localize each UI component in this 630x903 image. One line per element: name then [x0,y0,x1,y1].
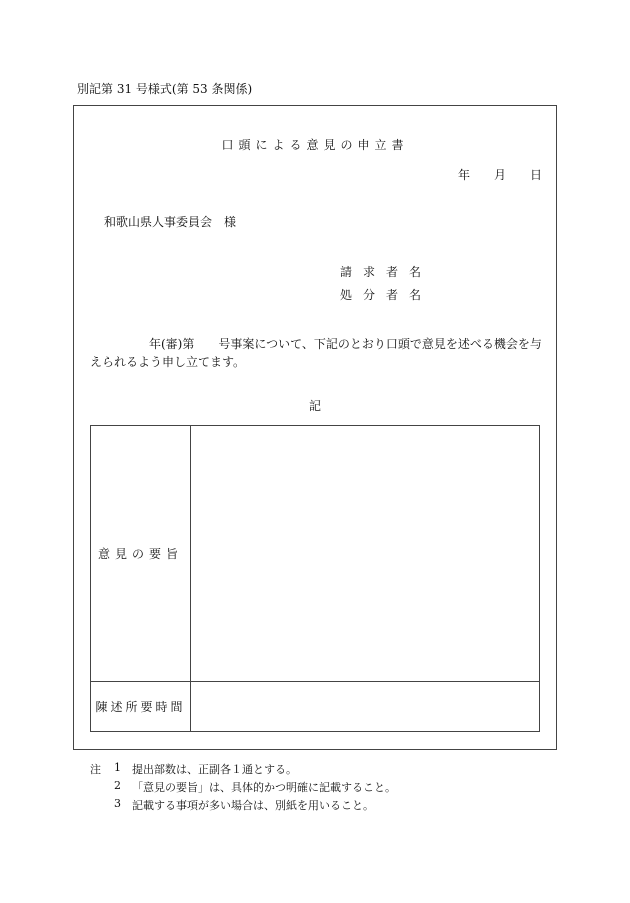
ki-heading: 記 [308,399,321,413]
body-text-line-2: えられるよう申し立てます。 [90,355,246,369]
document-title: 口頭による意見の申立書 [221,138,409,152]
addressee: 和歌山県人事委員会 様 [104,215,237,229]
opinion-summary-field[interactable] [191,426,540,682]
body-text-line-1: 年(審)第 号事案について、下記のとおり口頭で意見を述べる機会を与 [149,337,542,351]
required-time-label: 陳述所要時間 [91,682,191,732]
agent-name-label: 処分者名 [340,288,433,302]
opinion-row [91,426,540,682]
note-2-number: 2 [114,779,121,792]
date-year-label: 年 [458,168,471,182]
note-1-number: 1 [114,761,121,774]
notes-prefix: 注 [90,763,101,776]
date-day-label: 日 [530,168,543,182]
note-2-text: 「意見の要旨」は、具体的かつ明確に記載すること。 [132,781,396,794]
note-1-text: 提出部数は、正副各１通とする。 [132,763,297,776]
opinion-table [90,425,540,732]
note-3-number: 3 [114,797,121,810]
opinion-summary-label: 意見の要旨 [91,426,191,682]
time-row [91,682,540,732]
required-time-field[interactable] [191,682,540,732]
requester-name-label: 請求者名 [340,265,433,279]
note-3-text: 記載する事項が多い場合は、別紙を用いること。 [132,799,374,812]
date-month-label: 月 [494,168,507,182]
form-number-label: 別記第 31 号様式(第 53 条関係) [77,82,253,96]
